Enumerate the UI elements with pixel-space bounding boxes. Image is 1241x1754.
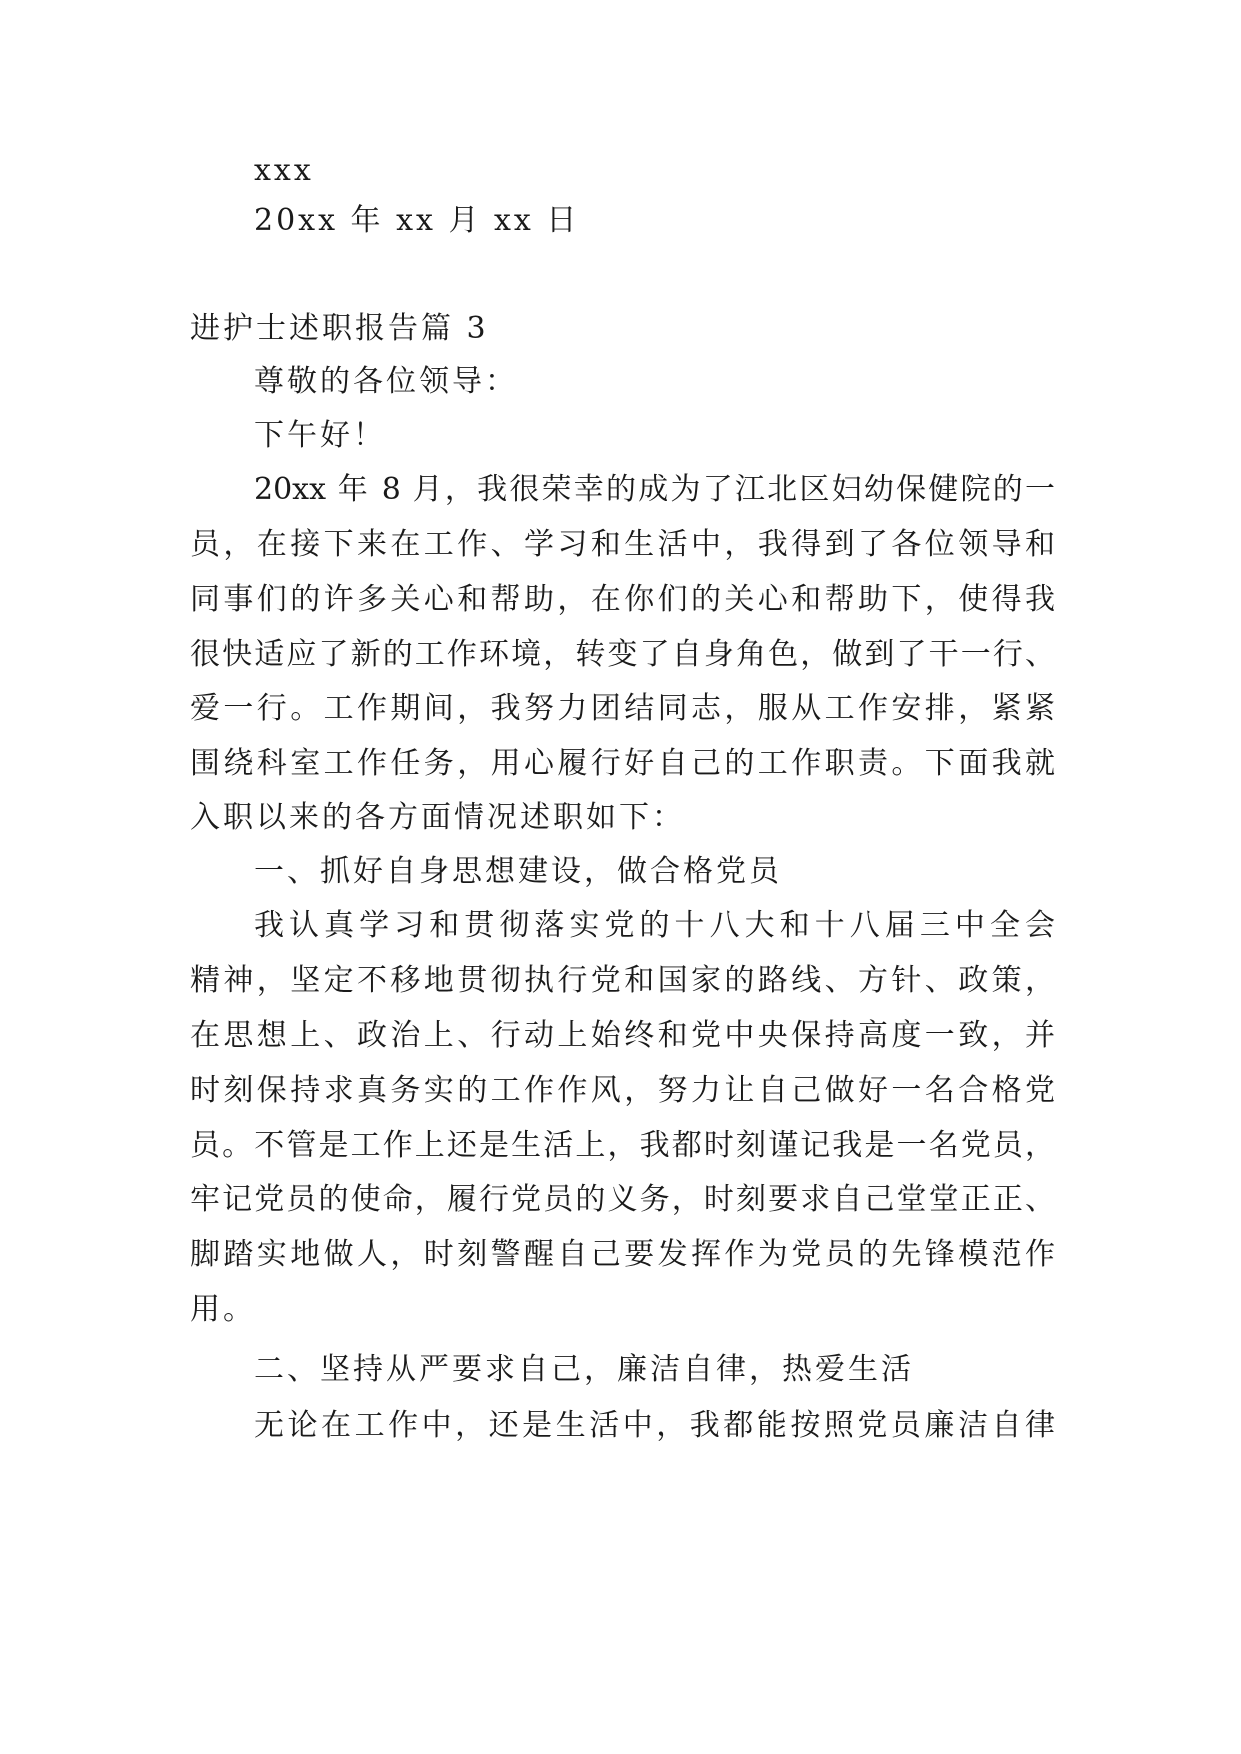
paragraph-line: 无论在工作中，还是生活中，我都能按照党员廉洁自律 [254, 1408, 1055, 1443]
salutation: 尊敬的各位领导： [254, 364, 518, 399]
paragraph-line: 我认真学习和贯彻落实党的十八大和十八届三中全会 [254, 908, 1055, 943]
paragraph-line: 同事们的许多关心和帮助，在你们的关心和帮助下，使得我 [190, 582, 1055, 617]
greeting: 下午好！ [254, 418, 386, 453]
section-heading-2: 二、坚持从严要求自己，廉洁自律，热爱生活 [254, 1352, 914, 1387]
paragraph-line: 很快适应了新的工作环境，转变了自身角色，做到了干一行、 [190, 637, 1055, 672]
paragraph-line: 围绕科室工作任务，用心履行好自己的工作职责。下面我就 [190, 746, 1055, 781]
paragraph-line: 员，在接下来在工作、学习和生活中，我得到了各位领导和 [190, 527, 1055, 562]
paragraph-line: 员。不管是工作上还是生活上，我都时刻谨记我是一名党员， [190, 1128, 1055, 1163]
paragraph-line: 用。 [190, 1292, 256, 1327]
paragraph-line: 牢记党员的使命，履行党员的义务，时刻要求自己堂堂正正、 [190, 1182, 1055, 1217]
paragraph-line: 精神，坚定不移地贯彻执行党和国家的路线、方针、政策， [190, 963, 1055, 998]
paragraph-line: 爱一行。工作期间，我努力团结同志，服从工作安排，紧紧 [190, 691, 1055, 726]
paragraph-line: 脚踏实地做人，时刻警醒自己要发挥作为党员的先锋模范作 [190, 1237, 1055, 1272]
report-title: 进护士述职报告篇 3 [190, 311, 489, 346]
paragraph-line: 在思想上、政治上、行动上始终和党中央保持高度一致，并 [190, 1018, 1055, 1053]
paragraph-line: 入职以来的各方面情况述职如下： [190, 800, 685, 835]
section-heading-1: 一、抓好自身思想建设，做合格党员 [254, 854, 782, 889]
signature-date: 20xx 年 xx 月 xx 日 [254, 203, 580, 238]
paragraph-line: 20xx 年 8 月，我很荣幸的成为了江北区妇幼保健院的一 [254, 472, 1055, 507]
paragraph-line: 时刻保持求真务实的工作作风，努力让自己做好一名合格党 [190, 1073, 1055, 1108]
signature-name: xxx [254, 153, 314, 188]
